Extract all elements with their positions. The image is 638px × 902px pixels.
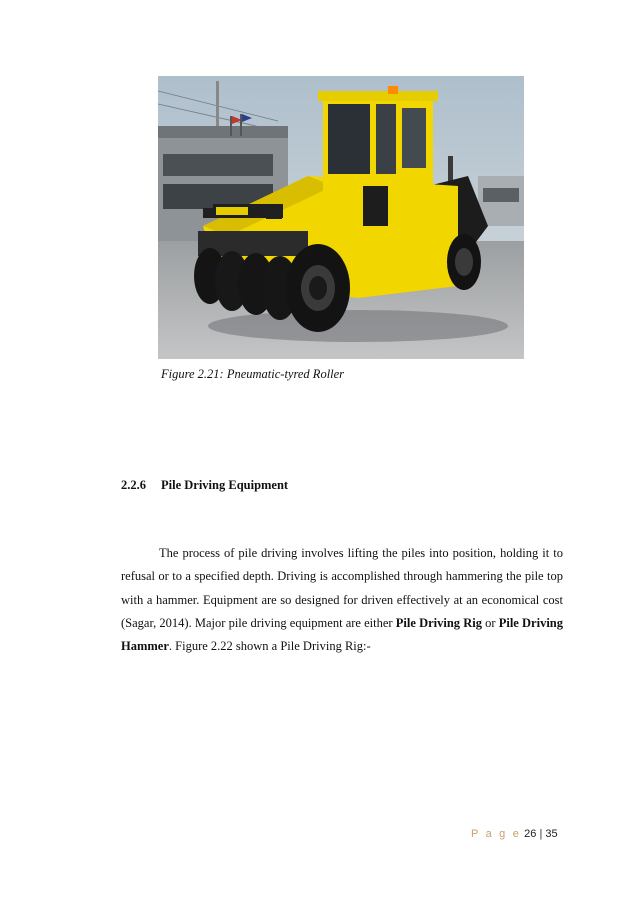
total-pages: 35 — [545, 828, 558, 840]
page-number: 26 — [524, 828, 537, 840]
section-title: Pile Driving Equipment — [161, 478, 289, 492]
page-label: P a g e — [471, 828, 522, 840]
paragraph-text-2: or — [481, 615, 499, 630]
roller-illustration — [158, 76, 524, 359]
page-footer — [471, 828, 558, 840]
page-separator: | — [539, 828, 543, 840]
bold-pile-driving-rig: Pile Driving Rig — [395, 615, 482, 630]
section-heading — [121, 478, 288, 493]
figure-image-pneumatic-roller — [158, 76, 524, 359]
section-number: 2.2.6 — [121, 478, 146, 492]
body-paragraph — [121, 542, 563, 658]
paragraph-text-1: The process of pile driving involves lifting the piles into position, holding it to refusal or to a specified depth. Driving is accomplished through hammering the pile top with a hammer. Equipment are so designed for driven effectively at an economical cost (Sagar, 2014). Major pile driving equipment are either — [121, 546, 563, 630]
figure-caption: Figure 2.21: Pneumatic-tyred Roller — [161, 367, 345, 381]
bold-pile-driving-hammer: Pile Driving Hammer — [121, 615, 563, 654]
paragraph-text-3: . Figure 2.22 shown a Pile Driving Rig:- — [168, 639, 371, 654]
